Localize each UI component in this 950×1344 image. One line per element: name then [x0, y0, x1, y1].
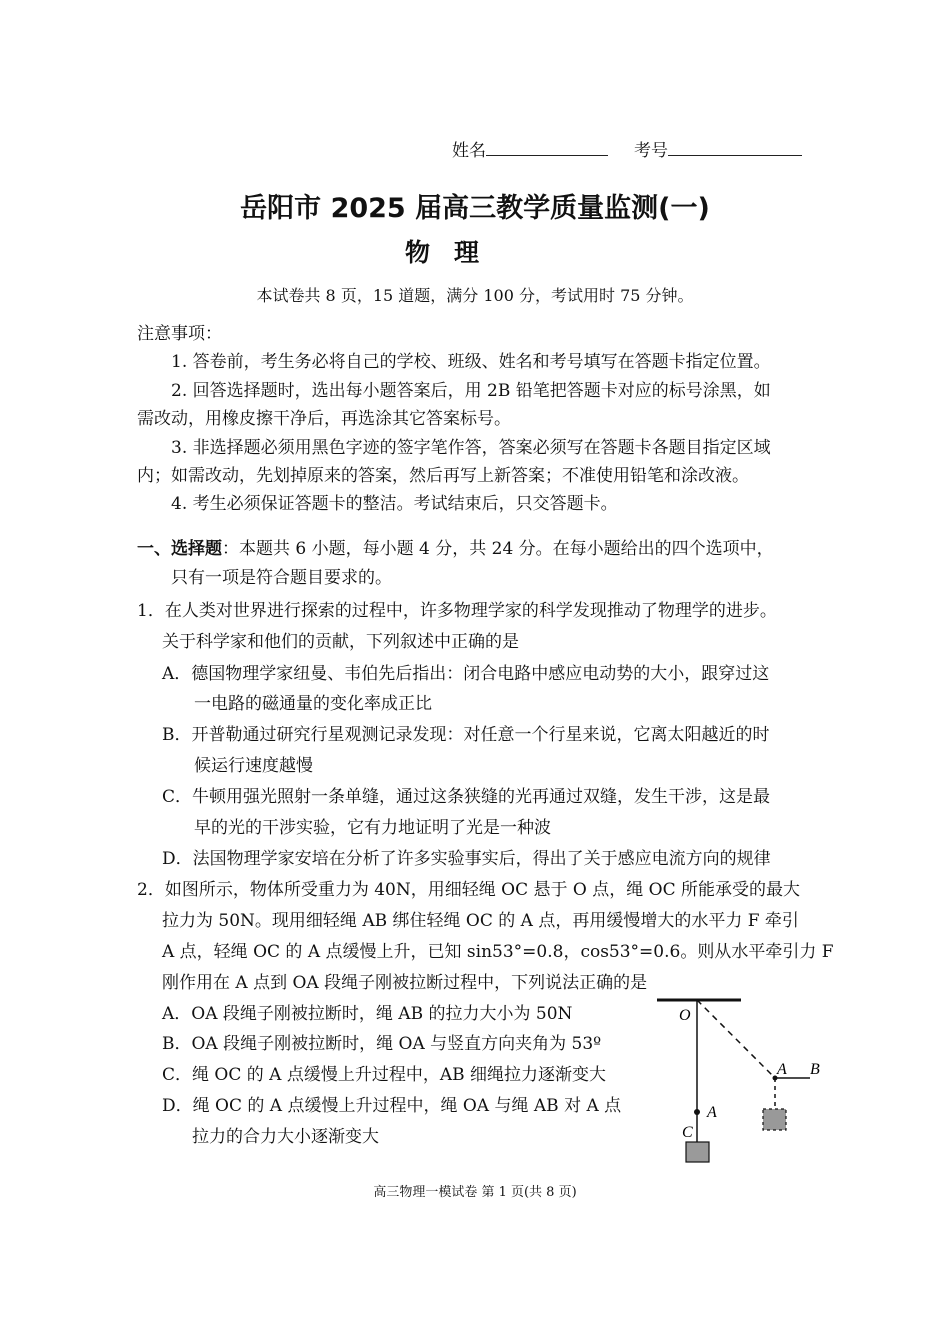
q1-option-c-cont: 早的光的干涉实验，它有力地证明了光是一种波	[194, 818, 551, 838]
q2-option-a: A．OA 段绳子刚被拉断时，绳 AB 的拉力大小为 50N	[162, 1004, 573, 1024]
label-o: O	[679, 1007, 691, 1024]
q2-line1: 2．如图所示，物体所受重力为 40N，用细轻绳 OC 悬于 O 点，绳 OC 所能承受的最大	[137, 880, 800, 900]
rope-oa-dashed	[697, 1000, 775, 1078]
q2-figure	[650, 990, 830, 1170]
id-blank[interactable]	[668, 139, 802, 156]
q2-option-d-cont: 拉力的合力大小逐渐变大	[192, 1127, 379, 1147]
label-a-moved: A	[777, 1061, 787, 1078]
section1-desc1: ：本题共 6 小题，每小题 4 分，共 24 分。在每小题给出的四个选项中，	[222, 539, 774, 559]
name-field[interactable]	[452, 139, 608, 161]
q1-line2: 关于科学家和他们的贡献，下列叙述中正确的是	[162, 632, 519, 652]
q1-option-a-cont: 一电路的磁通量的变化率成正比	[194, 694, 432, 714]
q2-option-d: D．绳 OC 的 A 点缓慢上升过程中，绳 OA 与绳 AB 对 A 点	[162, 1096, 622, 1116]
note-4: 4. 考生必须保证答题卡的整洁。考试结束后，只交答题卡。	[171, 494, 618, 514]
block-c	[686, 1142, 709, 1162]
q2-line4: 刚作用在 A 点到 OA 段绳子刚被拉断过程中，下列说法正确的是	[162, 973, 648, 993]
note-3-cont: 内；如需改动，先划掉原来的答案，然后再写上新答案；不准使用铅笔和涂改液。	[137, 466, 749, 486]
note-1: 1. 答卷前，考生务必将自己的学校、班级、姓名和考号填写在答题卡指定位置。	[171, 352, 771, 372]
block-dashed	[763, 1109, 786, 1130]
id-label: 考号	[634, 141, 668, 161]
id-field[interactable]	[634, 139, 802, 161]
name-blank[interactable]	[486, 139, 608, 156]
q2-option-c: C．绳 OC 的 A 点缓慢上升过程中，AB 细绳拉力逐渐变大	[162, 1065, 607, 1085]
label-b: B	[810, 1061, 820, 1078]
section1-head: 一、选择题	[137, 539, 222, 559]
q1-option-d: D．法国物理学家安培在分析了许多实验事实后，得出了关于感应电流方向的规律	[162, 849, 771, 869]
q1-option-c: C．牛顿用强光照射一条单缝，通过这条狭缝的光再通过双缝，发生干涉，这是最	[162, 787, 771, 807]
point-a	[694, 1109, 700, 1115]
note-2-cont: 需改动，用橡皮擦干净后，再选涂其它答案标号。	[137, 409, 511, 429]
q1-option-b-cont: 候运行速度越慢	[194, 756, 313, 776]
label-a: A	[707, 1104, 717, 1121]
exam-info: 本试卷共 8 页，15 道题，满分 100 分，考试用时 75 分钟。	[256, 286, 694, 305]
section1-desc2: 只有一项是符合题目要求的。	[171, 568, 392, 588]
q2-line3: A 点，轻绳 OC 的 A 点缓慢上升，已知 sin53°=0.8，cos53°=0.6。则从水平牵引力 F	[162, 942, 834, 962]
note-3: 3. 非选择题必须用黑色字迹的签字笔作答，答案必须写在答题卡各题目指定区域	[171, 438, 771, 458]
q2-line2: 拉力为 50N。现用细轻绳 AB 绑住轻绳 OC 的 A 点，再用缓慢增大的水平力 F 牵引	[162, 911, 799, 931]
q1-line1: 1．在人类对世界进行探索的过程中，许多物理学家的科学发现推动了物理学的进步。	[137, 601, 777, 621]
page-footer: 高三物理一模试卷 第 1 页(共 8 页)	[373, 1185, 577, 1200]
subject-title: 物理	[405, 238, 504, 267]
exam-title: 岳阳市 2025 届高三教学质量监测(一)	[240, 193, 710, 224]
note-2: 2. 回答选择题时，选出每小题答案后，用 2B 铅笔把答题卡对应的标号涂黑，如	[171, 381, 771, 401]
q2-option-b: B．OA 段绳子刚被拉断时，绳 OA 与竖直方向夹角为 53º	[162, 1034, 602, 1054]
name-label: 姓名	[452, 141, 486, 161]
label-c: C	[682, 1124, 693, 1141]
section1-line1	[137, 539, 774, 559]
notes-heading: 注意事项：	[137, 324, 222, 344]
q1-option-a: A．德国物理学家纽曼、韦伯先后指出：闭合电路中感应电动势的大小，跟穿过这	[162, 664, 770, 684]
q1-option-b: B．开普勒通过研究行星观测记录发现：对任意一个行星来说，它离太阳越近的时	[162, 725, 770, 745]
